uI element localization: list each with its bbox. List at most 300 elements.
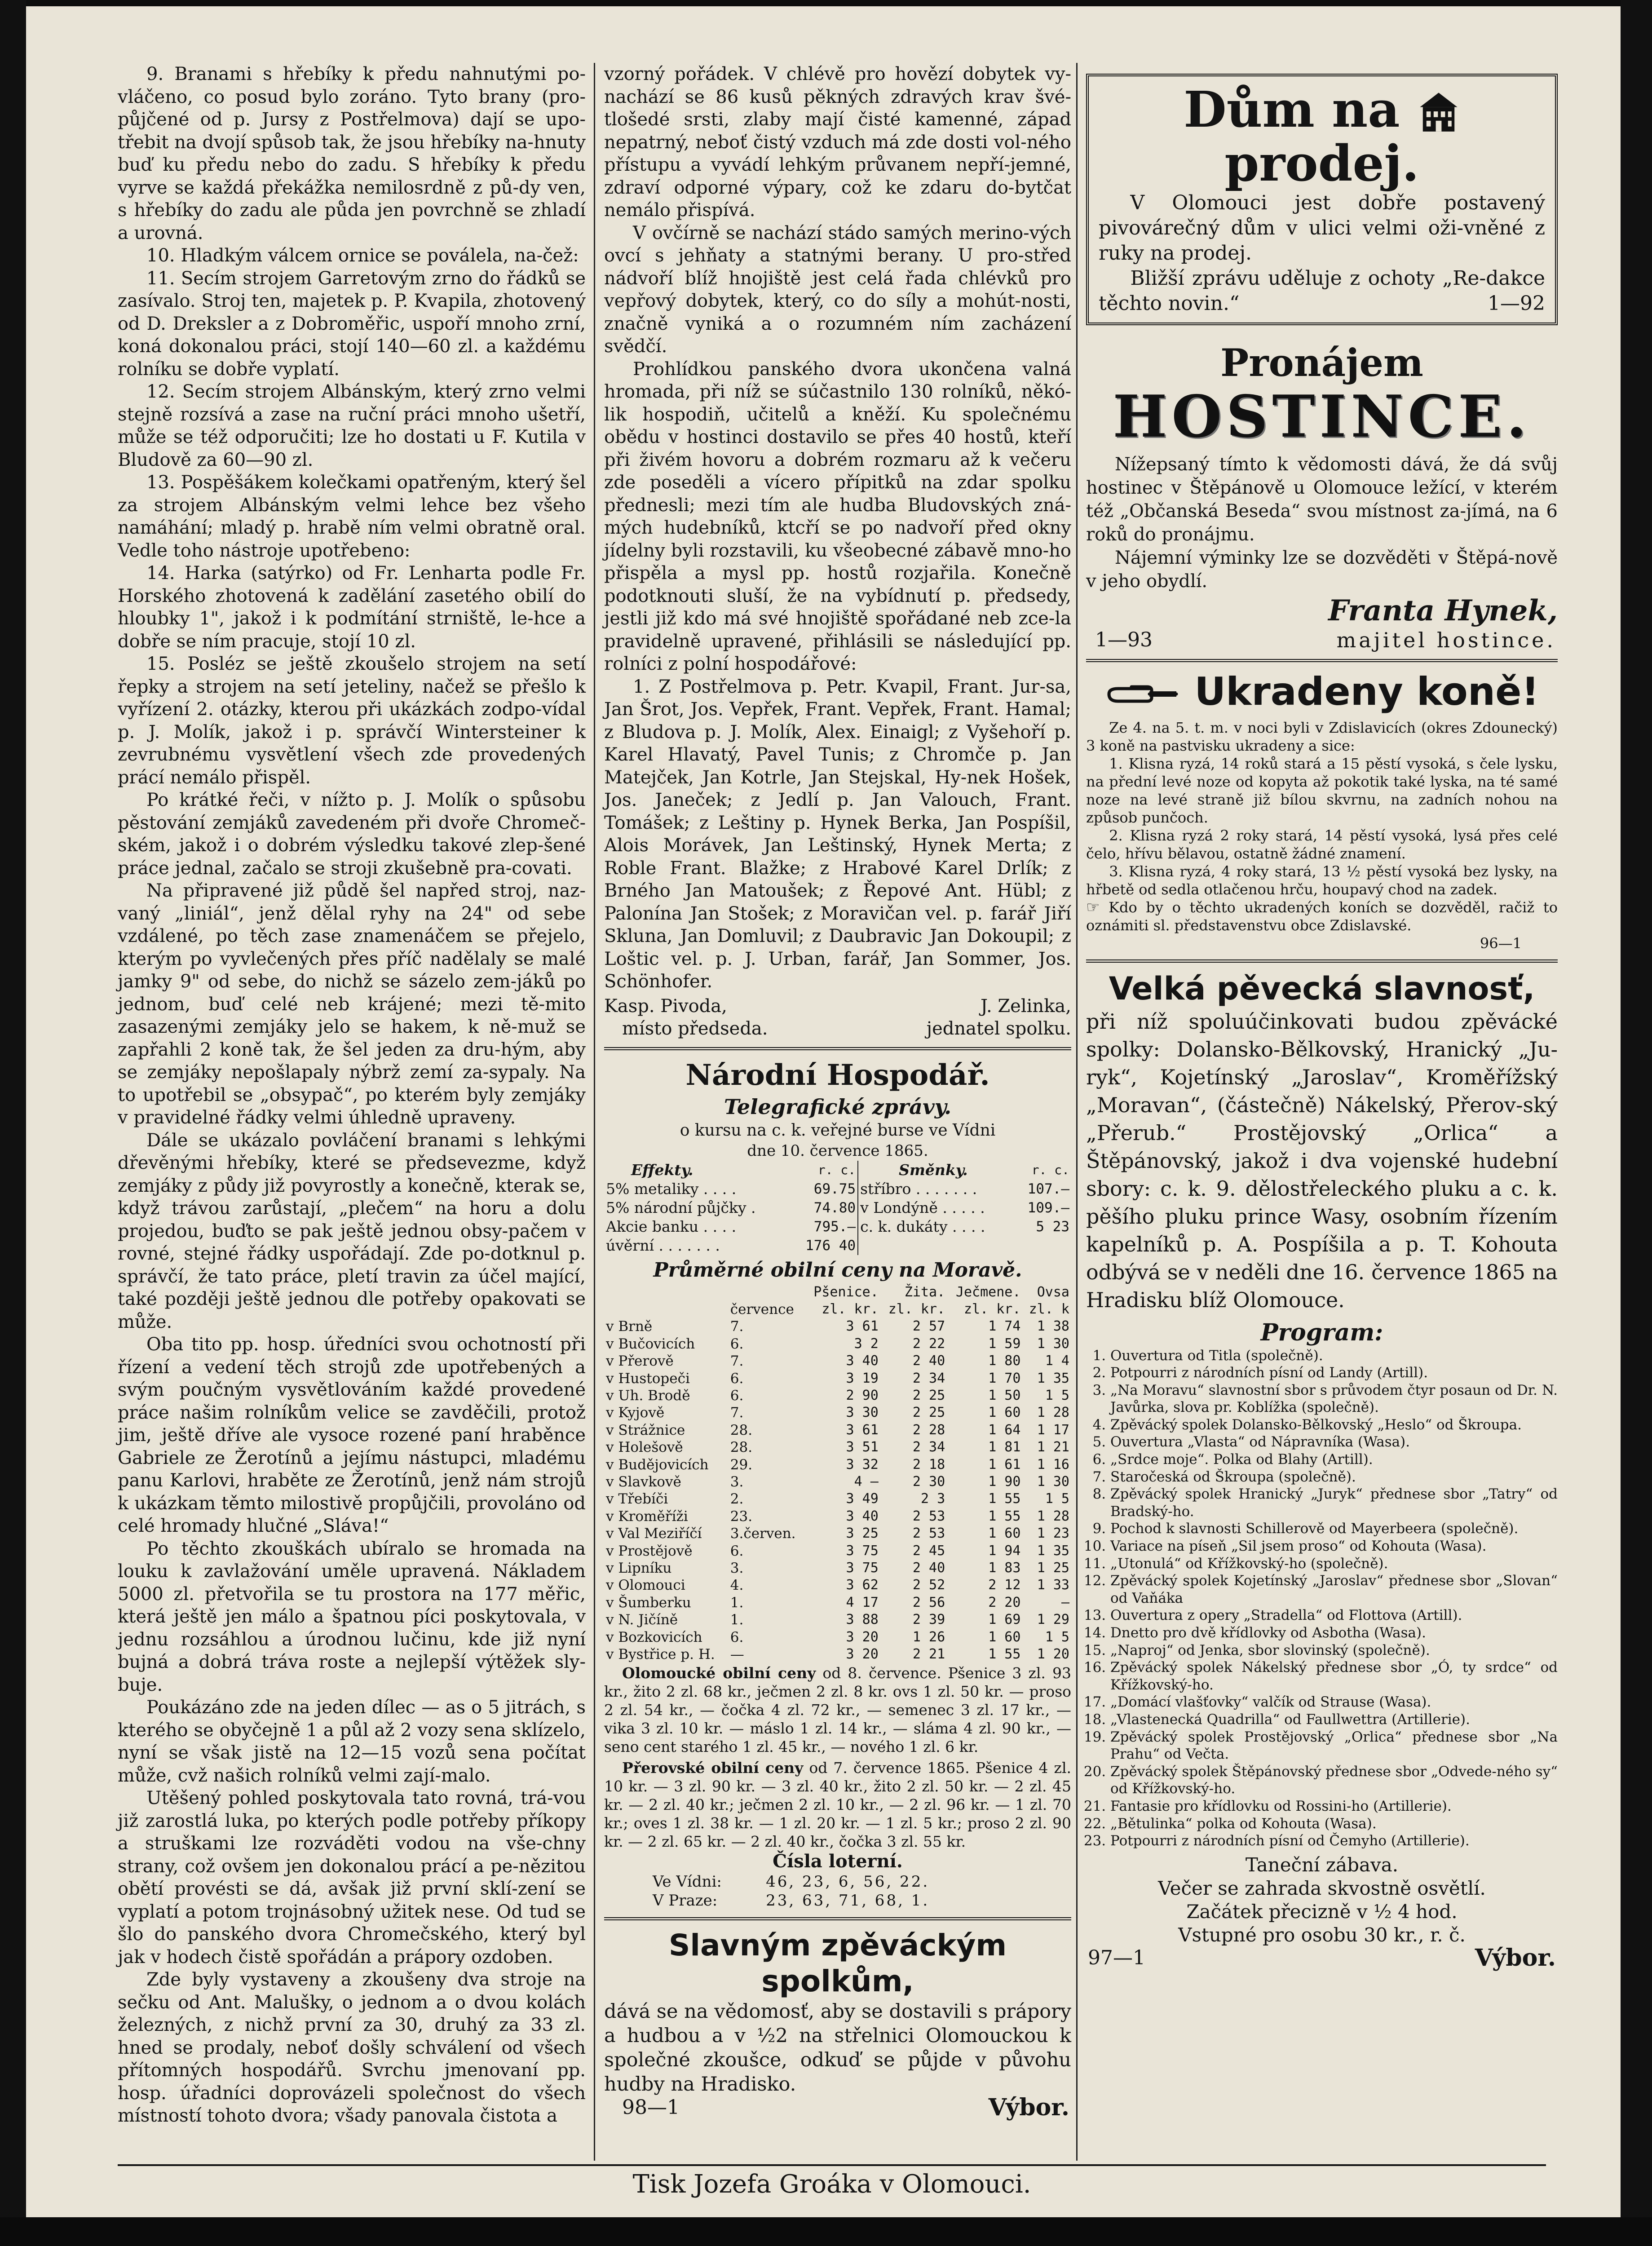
grain-price: 3 75 — [846, 1543, 879, 1559]
grain-price: 3 20 — [846, 1646, 879, 1662]
grain-date: 28. — [730, 1422, 753, 1438]
festival-signature: Výbor. — [1475, 1944, 1556, 1972]
grain-price: 3 40 — [846, 1353, 879, 1369]
inn-ad-signature: Franta Hynek, — [1328, 594, 1558, 628]
article-paragraph: 9. Branami s hřebíky k předu nahnutými po-vláčeno, co posud bylo zoráno. Tyto brany (pro-půjčené od p. Jursy z Postřelmova) dají se upo-třebit na dvojí spůsob tak, že jsou hřebíky na-hnuty buď ku předu nebo do zadu. S hřebíky k předu vyrve se každá překážka nemilosrdně z pů-dy ven, s hřebíky do zadu ale půda jen povrchně se zhladí a urovná. — [118, 64, 586, 243]
grain-price: 3 20 — [846, 1629, 879, 1645]
grain-price: 4 17 — [846, 1594, 879, 1610]
grain-price: 1 33 — [1037, 1577, 1069, 1593]
grain-price: 2 45 — [912, 1543, 945, 1559]
inn-ad-hostince: HOSTINCE. — [1113, 383, 1531, 451]
bill-value: 107.— — [1027, 1180, 1069, 1197]
grain-city: v Kroměříži — [606, 1508, 688, 1525]
grain-unit: července — [730, 1301, 794, 1318]
grain-unit: zl. kr. — [888, 1301, 945, 1317]
singers-ad-text: dává se na vědomosť, aby se dostavili s prápory a hudbou a v ½2 na střelnici Olomouckou k společné zkoušce, odkuď se půjde v půvohu hudby na Hradisko. — [604, 2000, 1071, 2096]
effects-header: Effekty. — [631, 1161, 693, 1179]
grain-price: 3 75 — [846, 1560, 879, 1576]
bill-value: 5 23 — [1036, 1218, 1069, 1235]
program-item: 3. „Na Moravu“ slavnostní sbor s průvodem čtyr posaun od Dr. N. Javůrka, slova pr. Koblížka (společně). — [1110, 1382, 1558, 1416]
horses-ad-item: 3. Klisna ryzá, 4 roky stará, 13 ½ pěstí vysoká bez lysky, na hřbetě od sedla otlačenou hrču, houpavý chod na zadek. — [1086, 862, 1558, 898]
table-row — [604, 1335, 1071, 1353]
article-paragraph: vzorný pořádek. V chlévě pro hovězí dobytek vy-nachází se 86 kusů pěkných zdravých krav švé-tlošedé srsti, zlaby mají čisté kamenné, západ nepatrný, neboť čistý vzduch má zde dosti vol-ného přístupu a vyvádí lehkým průvanem nepří-jemné, zdraví odporné výpary, což ke zdaru do-bytčat nemálo přispívá. — [604, 64, 1071, 221]
grain-city: v Strážnice — [606, 1422, 685, 1438]
grain-price: 1 55 — [988, 1646, 1021, 1662]
grain-city: v Uh. Brodě — [606, 1387, 690, 1404]
house-ad-title — [1099, 80, 1545, 192]
article-column-2 — [604, 63, 1071, 2122]
table-row — [604, 1456, 1071, 1473]
economy-title: Národní Hospodář. — [685, 1058, 990, 1092]
table-row — [604, 1370, 1071, 1387]
grain-price: 3 88 — [846, 1612, 879, 1628]
lottery-title: Čísla loterní. — [773, 1851, 903, 1872]
table-row — [604, 1508, 1071, 1525]
program-item: 6. „Srdce moje“. Polka od Blahy (Artill). — [1110, 1451, 1558, 1468]
grain-city: v Přerově — [606, 1353, 674, 1370]
grain-price: 3 30 — [846, 1405, 879, 1421]
grain-city: v Budějovicích — [606, 1456, 709, 1473]
grain-price: 2 53 — [912, 1508, 945, 1524]
grain-header: Ovsa — [1037, 1284, 1069, 1300]
grain-date: 6. — [730, 1370, 744, 1387]
grain-date: 29. — [730, 1456, 753, 1473]
grain-price: 1 5 — [1045, 1491, 1069, 1507]
grain-price: 2 34 — [912, 1439, 945, 1455]
grain-price: 2 28 — [912, 1422, 945, 1438]
grain-city: v Třebíči — [606, 1491, 668, 1508]
grain-date: 6. — [730, 1335, 744, 1352]
grain-price: 2 3 — [920, 1491, 945, 1507]
grain-date: 4. — [730, 1577, 744, 1594]
inn-ad-text2: Nájemní výminky lze se dozvěděti v Štěpá-nově v jeho obydlí. — [1086, 548, 1558, 592]
program-item: 16. Zpěvácký spolek Nákelský přednese sbor „Ó, ty srdce“ od Křížkovský-ho. — [1110, 1659, 1558, 1693]
table-row — [604, 1594, 1071, 1611]
grain-date: 6. — [730, 1387, 744, 1404]
grain-price: 1 16 — [1037, 1456, 1069, 1472]
grain-date: 3. — [730, 1560, 744, 1576]
table-row — [604, 1543, 1071, 1560]
telegraph-subtitle: o kursu na c. k. veřejné burse ve Vídni — [680, 1121, 996, 1140]
article-paragraph: Zde byly vystaveny a zkoušeny dva stroje na sečku od Ant. Malušky, o jednom a o dvou kolách železných, z nichž první za 30, druhý za 33 zl. hned se prodaly, neboť došly schválení od všech přítomných hospodářů. Svrchu jmenovaní pp. hosp. úřadníci doprovázeli společnost do všech místností tohoto dvora; všady panovala čistota a — [118, 1969, 586, 2126]
bill-name — [858, 1236, 1016, 1255]
stock-table — [604, 1161, 1071, 1255]
grain-date: 2. — [730, 1491, 744, 1508]
grain-price: 3 32 — [846, 1456, 879, 1472]
house-icon — [1417, 90, 1460, 133]
grain-price: 1 55 — [988, 1508, 1021, 1524]
grain-price: 1 70 — [988, 1370, 1021, 1386]
table-row — [604, 1387, 1071, 1404]
scan-border-left — [0, 0, 26, 2246]
horses-ad-title-line — [1086, 669, 1558, 714]
table-row — [651, 1891, 1025, 1910]
stock-value: 795.— — [813, 1218, 856, 1235]
inn-ad-footer — [1086, 629, 1558, 652]
grain-city: v Lipníku — [606, 1560, 672, 1576]
table-row — [604, 1422, 1071, 1439]
article-paragraph: 12. Secím strojem Albánským, který zrno velmi stejně rozsívá a zase na ruční práci mnoho ušetří, může se též odporučiti; lze ho dostati u F. Kutila v Bludově za 60—90 zl. — [118, 381, 586, 470]
section-divider — [604, 1047, 1071, 1050]
lottery-city: Ve Vídni: — [653, 1873, 722, 1891]
article-paragraph: Prohlídkou panského dvora ukončena valná hromada, při níž se súčastnilo 130 rolníků, někó-lik hospodiň, učitelů a kněží. Ku společnému obědu v hostinci dostavilo se přes 40 hostů, kteří při živém hovoru a dobrém rozmaru až k večeru zde poseděli a vícero přípitků na zdar spolku přednesli; mezi tím ale hudba Bludovských zná-mých hudebníků, ktcří se po nadvoří před okny jídelny byli rozstavili, ku všeobecné zábavě mno-ho přispěla a mysl pp. hostů rozjařila. Konečně podotknouti sluší, že na vybídnutí p. předsedy, jestli již kdo má své hnojiště spořádané neb zce-la pravidelně upravené, přihlásili se následující pp. rolníci z polní hospodářové: — [604, 358, 1071, 674]
program-item: 14. Dnetto pro dvě křídlovky od Asbotha (Wasa). — [1110, 1624, 1558, 1642]
program-item: 11. „Utonulá“ od Křížkovský-ho (společně). — [1110, 1555, 1558, 1573]
signer-right-name: J. Zelinka, — [981, 995, 1071, 1017]
grain-price: 2 52 — [912, 1577, 945, 1593]
grain-header: Žita. — [904, 1284, 945, 1300]
scan-border-bottom — [0, 2217, 1652, 2246]
grain-price: 4 — — [854, 1473, 879, 1490]
house-ad-text2 — [1099, 266, 1545, 316]
program-item: 12. Zpěvácký spolek Kojetínský „Jaroslav“ přednese sbor „Slovan“ od Vaňáka — [1110, 1572, 1558, 1607]
festival-start: Začátek přecizně v ½ 4 hod. — [1186, 1900, 1458, 1923]
article-paragraph: Na připravené již půdě šel napřed stroj, naz-vaný „liniál“, jenž dělal ryhy na 24" od sebe vzdálené, po těch zase znamenáčem se přejelo, kterým po vyvlečených přes příč nadělaly se malé jamky 9" od sebe, do nichž se sázelo zem-jáků po jednom, buď celé neb krájené; mezi tě-mito zasazenými zemjáky jelo se hakem, k ně-muž se zapřahli 2 koně tak, že šel jeden za dru-hým, aby se zemjáky nepošlapaly nýbrž zemí za-sypaly. Na to upotřebil se „obsypač“, po kterém byly zemjáky v pravidelné řádky velmi úhledně upraveny. — [118, 880, 586, 1128]
program-item: 5. Ouvertura „Vlasta“ od Nápravníka (Wasa). — [1110, 1433, 1558, 1451]
bills-header: Směnky. — [858, 1161, 1016, 1180]
grain-date: 23. — [730, 1508, 753, 1525]
grain-date: 7. — [730, 1318, 744, 1335]
pointing-hand-icon — [1104, 681, 1181, 707]
column-divider — [594, 63, 595, 2161]
grain-price: 1 17 — [1037, 1422, 1069, 1438]
section-divider — [604, 1917, 1071, 1920]
program-item: 7. Staročeská od Škroupa (společně). — [1110, 1468, 1558, 1486]
grain-header: Pšenice. — [813, 1284, 879, 1300]
grain-price: 2 57 — [912, 1318, 945, 1335]
stock-name: 5% metaliky . . . . — [606, 1180, 737, 1198]
grain-unit-row — [604, 1301, 1071, 1318]
olomouc-prices-title: Olomoucké obilní ceny — [622, 1664, 816, 1682]
article-column-1 — [118, 63, 586, 2127]
grain-price: 1 5 — [1045, 1387, 1069, 1403]
grain-price: 1 4 — [1045, 1353, 1069, 1369]
stock-name: 5% národní půjčky . — [606, 1198, 756, 1216]
grain-price: 1 74 — [988, 1318, 1021, 1335]
grain-price: 2 40 — [912, 1560, 945, 1576]
table-row — [604, 1353, 1071, 1370]
grain-unit — [604, 1301, 729, 1318]
grain-price: 1 81 — [988, 1439, 1021, 1455]
singers-ad-title: Slavným zpěváckým spolkům, — [668, 1928, 1007, 1999]
singers-ad-signature: Výbor. — [988, 2094, 1069, 2122]
program-list — [1086, 1347, 1558, 1850]
program-item: 17. „Domácí vlašťovky“ valčík od Strause (Wasa). — [1110, 1693, 1558, 1711]
article-paragraph: Po těchto zkouškách ubíralo se hromada na louku k zavlažování uměle upravená. Nákladem 5000 zl. přetvořila se tu prostora na 177 měřic, která ještě jen málo a špatnou píci poskytovala, v jednu rozsáhlou a úrodnou lučinu, kde již nyní bujná a dobrá tráva roste a nejlepší výtěžek sly-buje. — [118, 1538, 586, 1695]
bill-name: c. k. dukáty . . . . — [858, 1217, 1016, 1236]
article-paragraph: Po krátké řeči, v nížto p. J. Molík o spůsobu pěstování zemjáků zavedeném při dvoře Chromeč-ském, jakož i o dobrém výsledku takové zlep-šené práce jednal, začalo se stroji zkušebně pra-covati. — [118, 790, 586, 879]
table-row — [604, 1404, 1071, 1421]
lottery-numbers: 23, 63, 71, 68, 1. — [766, 1892, 930, 1910]
telegraph-title: Telegrafické zprávy. — [724, 1094, 952, 1119]
table-row — [604, 1629, 1071, 1646]
grain-price: 2 25 — [912, 1387, 945, 1403]
program-item: 9. Pochod k slavnosti Schillerově od Mayerbeera (společně). — [1110, 1520, 1558, 1538]
bill-value — [1016, 1236, 1071, 1255]
ads-column — [1086, 63, 1558, 1972]
horses-ad-code: 96—1 — [1480, 934, 1522, 952]
grain-price: 3 40 — [846, 1508, 879, 1524]
table-row — [604, 1217, 1071, 1236]
program-item: 23. Potpourri z národních písní od Čemyho (Artillerie). — [1110, 1832, 1558, 1850]
grain-price: 1 94 — [988, 1543, 1021, 1559]
grain-price: 3 62 — [846, 1577, 879, 1593]
lottery-city: V Praze: — [653, 1892, 718, 1910]
article-paragraph: Oba tito pp. hosp. úředníci svou ochotností při řízení a vedení těch strojů zde upotřebených a svým poučným vysvětlováním každé provedené práce našim rolníkům velice se zavděčili, protož jim, ještě dříve ale vysoce rozené paní hraběnce Gabriele ze Žerotínů a jejímu nástupci, mladému panu Karlovi, hraběte ze Žerotínů, jenž nám strojů k ukázkam těmto milostivě propůjčili, provoláno od celé hromady hlučné „Sláva!“ — [118, 1334, 586, 1536]
grain-price: 2 53 — [912, 1525, 945, 1542]
grain-price: 1 28 — [1037, 1508, 1069, 1524]
grain-prices-title: Průměrné obilní ceny na Moravě. — [653, 1258, 1022, 1282]
grain-price: 1 25 — [1037, 1560, 1069, 1576]
program-item: 13. Ouvertura z opery „Stradella“ od Flottova (Artill). — [1110, 1607, 1558, 1624]
grain-city: v Bozkovicích — [606, 1629, 702, 1645]
house-for-sale-ad — [1086, 74, 1558, 325]
article-paragraph: Utěšený pohled poskytovala tato rovná, trá-vou již zarostlá luka, po kterých podle potřeby příkopy a struškami lze rozváděti vodou na vše-chny strany, což ovšem jen dokonalou prácí a pe-nězitou obětí provésti se dá, avšak již první sklí-zení se vyplatí a potom trojnásobný užitek nese. Od tud se šlo do panského dvora Chromečského, který byl jak v hodech čistě spořádán a prápory ozdoben. — [118, 1788, 586, 1967]
article-paragraph: 15. Posléz se ještě zkoušelo strojem na setí řepky a strojem na setí jeteliny, načež se přešlo k vyřízení 2. otázky, kterou při ukázkách zodpo-vídal p. J. Molík, jakož i p. správčí Wintersteiner k zevrubnému vysvětlení všech zde provedených prácí nemálo přispěl. — [118, 654, 586, 788]
grain-price: 1 21 — [1037, 1439, 1069, 1455]
grain-price: 2 39 — [912, 1612, 945, 1628]
signature-block — [604, 995, 1071, 1040]
grain-price: 2 22 — [912, 1335, 945, 1352]
inn-ad-text: Nížepsaný tímto k vědomosti dává, že dá svůj hostinec v Štěpánově u Olomouce ležící, v kterém též „Občanská Beseda“ svou místnost za-jímá, na 6 roků do pronájmu. — [1086, 454, 1558, 545]
grain-price: 1 35 — [1037, 1370, 1069, 1386]
grain-city: v N. Jičíně — [606, 1612, 678, 1628]
grain-city: v Olomouci — [606, 1577, 685, 1594]
grain-date: 7. — [730, 1353, 744, 1370]
program-item: 1. Ouvertura od Titla (společně). — [1110, 1347, 1558, 1365]
grain-price: 1 28 — [1037, 1405, 1069, 1421]
festival-text: při níž spoluúčinkovati budou zpěvácké spolky: Dolansko-Bělkovský, Hranický „Ju-ryk“, Kojetínský „Jaroslav“, Kroměřížský „Moravan“, (částečně) Nákelský, Přerov-ský „Přerub.“ Prostějovský „Orlica“ a Štěpánovský, jakož i dva vojenské hudební sbory: c. k. 9. dělostřeleckého pluku a c. k. pěšího pluku prince Wasy, osobním řízením kapelníků p. A. Pospíšila a p. T. Kohouta odbývá se v neděli dne 16. července 1865 na Hradisku blíž Olomouce. — [1086, 1009, 1558, 1312]
olomouc-prices-text: od 8. července. Pšenice 3 zl. 93 kr., žito 2 zl. 68 kr., ječmen 2 zl. 8 kr. ovs 1 zl. 50 kr. — proso 2 zl. 54 kr., — čočka 4 zl. 72 kr., — semenec 3 zl. 17 kr., — vika 3 zl. 10 kr. — máslo 1 zl. 14 kr., — sláma 4 zl. 90 kr., — seno cent starého 1 zl. 45 kr., — nového 1 zl. 6 kr. — [604, 1664, 1071, 1756]
grain-price: 1 61 — [988, 1456, 1021, 1472]
article-paragraph: Dále se ukázalo povláčení branami s lehkými dřevěnými hřebíky, které se předsevezme, když zemjáky z půdy již povyrostly a konečně, kterak se, když trávou zarůstají, „plečem“ na horu a dolu projedou, buďto se pak ještě jednou obsy-pačem v rovné, stejné řádky uspořádají. Zde po-dotknul p. správčí, že tato práce, pletí travin za účel mající, také později ještě jednou dle potřeby opakovati se může. — [118, 1130, 586, 1332]
grain-price: 1 30 — [1037, 1335, 1069, 1352]
table-row — [604, 1473, 1071, 1490]
grain-city: v Bystřice p. H. — [606, 1646, 715, 1663]
signer-left-role: místo předseda. — [622, 1018, 768, 1039]
printer-imprint: Tisk Jozefa Groáka v Olomouci. — [632, 2170, 1031, 2199]
article-paragraph: 13. Pospěšákem kolečkami opatřeným, který šel za strojem Albánským velmi lehce bez všeho namáhání; mladý p. hrabě ním velmi obratně oral. Vedle toho nástroje upotřebeno: — [118, 472, 586, 561]
grain-price: 1 60 — [988, 1629, 1021, 1645]
grain-date: 6. — [730, 1543, 744, 1559]
singers-ad-footer — [604, 2094, 1071, 2122]
table-row — [651, 1872, 1025, 1891]
table-row — [604, 1560, 1071, 1577]
program-title: Program: — [1260, 1318, 1383, 1346]
grain-price: 2 34 — [912, 1370, 945, 1386]
stock-name: úvěrní . . . . . . . — [606, 1236, 720, 1254]
prerov-prices — [604, 1759, 1071, 1851]
grain-price: 3 25 — [846, 1525, 879, 1542]
signer-left-name: Kasp. Pivoda, — [604, 995, 727, 1017]
grain-price: 1 20 — [1037, 1646, 1069, 1662]
house-ad-code: 1—92 — [1488, 292, 1545, 315]
grain-city: v Kyjově — [606, 1405, 665, 1421]
section-divider — [1086, 959, 1558, 963]
bill-value: 109.— — [1027, 1199, 1069, 1216]
grain-price: 1 55 — [988, 1491, 1021, 1507]
telegraph-date: dne 10. července 1865. — [747, 1141, 928, 1160]
olomouc-prices — [604, 1664, 1071, 1756]
grain-price: 1 50 — [988, 1387, 1021, 1403]
grain-city: v Šumberku — [606, 1594, 691, 1611]
table-row — [604, 1236, 1071, 1255]
grain-price: 2 25 — [912, 1405, 945, 1421]
grain-city: v Brně — [606, 1318, 653, 1335]
festival-dance: Taneční zábava. — [1245, 1853, 1399, 1876]
grain-price: 3 19 — [846, 1370, 879, 1386]
bill-name: v Londýně . . . . . — [858, 1198, 1016, 1217]
festival-evening: Večer se zahrada skvostně osvětlí. — [1158, 1877, 1486, 1899]
grain-price: 1 69 — [988, 1612, 1021, 1628]
footer-rule — [118, 2164, 1546, 2166]
grain-price: 1 30 — [1037, 1473, 1069, 1490]
grain-price: 2 40 — [912, 1353, 945, 1369]
house-ad-text: V Olomouci jest dobře postavený pivovárečný dům v ulici velmi oži-vněné z ruky na prodej. — [1099, 191, 1545, 265]
horses-ad-title: Ukradeny koně! — [1194, 669, 1539, 714]
grain-price: 1 59 — [988, 1335, 1021, 1352]
grain-price: 2 20 — [988, 1594, 1021, 1610]
article-paragraph: 11. Secím strojem Garretovým zrno do řádků se zasívalo. Stroj ten, majetek p. P. Kvapila, zhotovený od D. Dreksler a z Dobroměřic, uspoří mnoho zrní, koná dokonalou práci, stojí 140—60 zl. a každému rolníku se dobře vyplatí. — [118, 268, 586, 380]
signer-right-role: jednatel spolku. — [926, 1018, 1071, 1039]
grain-price: 3 51 — [846, 1439, 879, 1455]
grain-price: 2 30 — [912, 1473, 945, 1490]
grain-price: 2 56 — [912, 1594, 945, 1610]
grain-price: 3 49 — [846, 1491, 879, 1507]
horses-ad-notice-line — [1086, 898, 1558, 934]
program-item: 18. „Vlastenecká Quadrilla“ od Faullwettra (Artillerie). — [1110, 1711, 1558, 1729]
prerov-prices-title: Přerovské obilní ceny — [622, 1759, 804, 1777]
grain-city: v Bučovicích — [606, 1335, 695, 1352]
section-divider — [1086, 659, 1558, 662]
program-item: 4. Zpěvácký spolek Dolansko-Bělkovský „Heslo“ od Škroupa. — [1110, 1416, 1558, 1434]
bill-name: stříbro . . . . . . . — [858, 1180, 1016, 1198]
stock-value: 69.75 — [813, 1180, 856, 1197]
article-paragraph: Poukázáno zde na jeden dílec — as o 5 jitrách, s kterého se obyčejně 1 a půl až 2 vozy sena sklízelo, nyní se však jistě na 12—15 vozů sena počítat může, cvž našich rolníků velmi zají-malo. — [118, 1697, 586, 1786]
column-divider — [1076, 63, 1078, 2161]
grain-prices-table — [604, 1284, 1071, 1663]
festival-entry: Vstupné pro osobu 30 kr., r. č. — [1178, 1923, 1466, 1946]
grain-price: 1 5 — [1045, 1629, 1069, 1645]
article-paragraph: 1. Z Postřelmova p. Petr. Kvapil, Frant. Jur-sa, Jan Šrot, Jos. Vepřek, Frant. Vepřek, Frant. Hamal; z Bludova p. J. Molík, Alex. Einaigl; z Vyšehoří p. Karel Hlavatý, Pavel Tunis; z Chromče p. Jan Matejček, Jan Kotrle, Jan Stejskal, Hy-nek Hošek, Jos. Janeček; z Jedlí p. Jan Valouch, Frant. Tomášek; z Leštiny p. Hynek Berka, Jan Pospíšil, Alois Morávek, Jan Leštinský, Hynek Merta; z Roble Frant. Blažke; z Hrabové Karel Drlík; z Brného Jan Matoušek; z Řepové Ant. Hübl; z Palonína Jan Stošek; z Moravičan vel. p. farář Jiří Skluna, Jan Domluvil; z Daubravic Jan Dokoupil; z Loštic vel. p. J. Urban, farář, Jan Sommer, Jos. Schönhofer. — [604, 676, 1071, 992]
house-ad-text2-body: Bližší zprávu uděluje z ochoty „Re-dakce těchto novin.“ — [1099, 267, 1545, 315]
article-paragraph: V ovčírně se nachází stádo samých merino-vých ovcí s jehňaty a statnými berany. U pro-střed nádvoří blíž hnojiště jest celá řada chlévků pro vepřový dobytek, který, co do síly a mohút-nosti, značně vyniká a o rozumném ním zacházení svědčí. — [604, 222, 1071, 357]
inn-ad-role: majitel hostince. — [1336, 628, 1556, 652]
lottery-numbers: 46, 23, 6, 56, 22. — [766, 1873, 930, 1891]
inn-ad-code: 1—93 — [1095, 628, 1153, 651]
program-item: 8. Zpěvácký spolek Hranický „Juryk“ přednese sbor „Tatry“ od Bradský-ho. — [1110, 1486, 1558, 1520]
article-paragraph: 10. Hladkým válcem ornice se poválela, na-čež: — [146, 245, 579, 266]
table-row — [604, 1198, 1071, 1217]
program-item: 22. „Bětulinka“ polka od Kohouta (Wasa). — [1110, 1815, 1558, 1833]
horses-ad-notice: Kdo by o těchto ukradených koních se dozvěděl, račiž to oznámiti sl. představenstvu obce Zdislavské. — [1086, 898, 1558, 934]
festival-footer — [1086, 1944, 1558, 1972]
grain-city: v Val Meziříčí — [606, 1525, 702, 1542]
grain-price: 2 90 — [846, 1387, 879, 1403]
house-ad-title-right: prodej. — [1224, 134, 1419, 192]
inn-ad-title: Pronájem — [1220, 340, 1423, 385]
grain-header — [729, 1284, 805, 1301]
grain-unit: zl. k — [1029, 1301, 1069, 1317]
table-row — [604, 1611, 1071, 1628]
small-hand-icon: ☞ — [1086, 898, 1100, 916]
grain-price: 2 21 — [912, 1646, 945, 1662]
grain-price: 3 61 — [846, 1422, 879, 1438]
house-ad-title-left: Dům na — [1184, 80, 1400, 138]
scan-border-right — [1621, 0, 1652, 2246]
grain-price: 1 60 — [988, 1525, 1021, 1542]
grain-price: 1 35 — [1037, 1543, 1069, 1559]
grain-date: 1. — [730, 1612, 744, 1628]
grain-price: 1 90 — [988, 1473, 1021, 1490]
stock-value: 176 40 — [805, 1237, 856, 1254]
lottery-table — [651, 1872, 1025, 1910]
prerov-prices-text: od 7. července 1865. Pšenice 4 zl. 10 kr. — 3 zl. 90 kr. — 3 zl. 40 kr., žito 2 zl. 50 kr. — 2 zl. 45 kr. — 2 zl. 40 kr.; ječmen 2 zl. 10 kr., — 2 zl. 96 kr. — 1 zl. 70 kr.; oves 1 zl. 38 kr. — 1 zl. 20 kr. — 1 zl. 5 kr.; proso 2 zl. 90 kr. — 2 zl. 65 kr. — 2 zl. 40 kr., čočka 3 zl. 55 kr. — [604, 1759, 1071, 1851]
table-row — [604, 1577, 1071, 1594]
stock-value: 74.80 — [813, 1199, 856, 1216]
program-item: 21. Fantasie pro křídlovku od Rossini-ho (Artillerie). — [1110, 1798, 1558, 1815]
table-row — [604, 1318, 1071, 1335]
grain-header — [604, 1284, 729, 1301]
grain-header: Ječmene. — [955, 1284, 1021, 1300]
table-row — [604, 1646, 1071, 1663]
grain-price: — — [1061, 1594, 1069, 1610]
program-item: 2. Potpourri z národních písní od Landy (Artill). — [1110, 1364, 1558, 1382]
horses-ad-item: 2. Klisna ryzá 2 roky stará, 14 pěstí vysoká, lysá přes celé čelo, hřívu bělavou, ostatně žádné znamení. — [1086, 827, 1558, 862]
grain-date: — — [730, 1646, 744, 1663]
grain-city: v Slavkově — [606, 1473, 681, 1490]
grain-price: 1 64 — [988, 1422, 1021, 1438]
program-item: 20. Zpěvácký spolek Štěpánovský přednese sbor „Odvede-ného sy“ od Křížkovský-ho. — [1110, 1763, 1558, 1798]
grain-price: 1 29 — [1037, 1612, 1069, 1628]
table-row — [604, 1180, 1071, 1198]
program-item: 19. Zpěvácký spolek Prostějovský „Orlica“ přednese sbor „Na Prahu“ od Večta. — [1110, 1729, 1558, 1763]
grain-price: 2 12 — [988, 1577, 1021, 1593]
grain-unit: zl. kr. — [964, 1301, 1021, 1317]
grain-price: 2 18 — [912, 1456, 945, 1472]
program-item: 15. „Naproj“ od Jenka, sbor slovinský (společně). — [1110, 1642, 1558, 1659]
program-item: 10. Variace na píseň „Sil jsem proso“ od Kohouta (Wasa). — [1110, 1538, 1558, 1555]
festival-title: Velká pěvecká slavnosť, — [1109, 970, 1535, 1007]
horses-ad-text: Ze 4. na 5. t. m. v noci byli v Zdislavicích (okres Zdounecký) 3 koně na pastvisku ukradeny a sice: — [1086, 719, 1558, 754]
grain-price: 3 2 — [854, 1335, 879, 1352]
table-row — [604, 1525, 1071, 1542]
grain-price: 1 38 — [1037, 1318, 1069, 1335]
grain-header-row — [604, 1284, 1071, 1301]
grain-price: 3 61 — [846, 1318, 879, 1335]
grain-price: 1 80 — [988, 1353, 1021, 1369]
grain-date: 28. — [730, 1439, 753, 1456]
rc-header: r. c. — [1031, 1162, 1069, 1177]
grain-city: v Prostějově — [606, 1543, 693, 1559]
grain-date: 3.červen. — [730, 1525, 796, 1542]
grain-date: 1. — [730, 1594, 744, 1611]
horses-ad-item: 1. Klisna ryzá, 14 roků stará a 15 pěstí vysoká, s čele lysku, na přední levé noze od kopyta až pokotik také lyska, na té samé noze na levé straně již bílou skvrnu, na zadních nohou na způsob punčoch. — [1086, 755, 1558, 826]
grain-price: 1 23 — [1037, 1525, 1069, 1542]
festival-code: 97—1 — [1088, 1946, 1145, 1969]
rc-header: r. c. — [817, 1162, 856, 1177]
grain-price: 1 26 — [912, 1629, 945, 1645]
grain-date: 3. — [730, 1473, 744, 1490]
stock-name: Akcie banku . . . . — [606, 1217, 737, 1235]
grain-date: 7. — [730, 1405, 744, 1421]
grain-city: v Hustopeči — [606, 1370, 690, 1387]
grain-unit: zl. kr. — [822, 1301, 879, 1317]
grain-price: 1 60 — [988, 1405, 1021, 1421]
grain-price: 1 83 — [988, 1560, 1021, 1576]
scan-border-top — [0, 0, 1652, 6]
grain-date: 6. — [730, 1629, 744, 1645]
